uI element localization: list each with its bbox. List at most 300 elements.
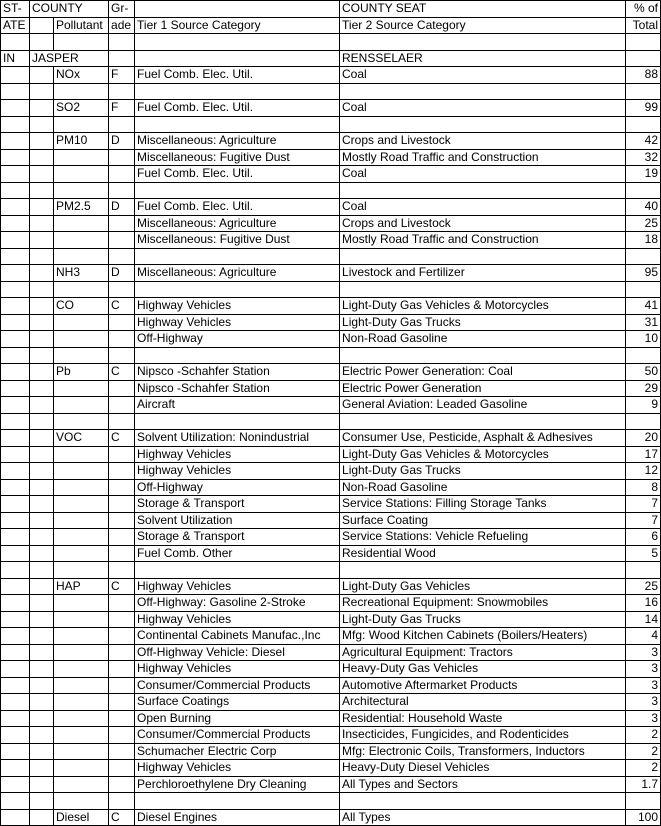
empty-cell: [340, 182, 626, 199]
empty-cell: [30, 265, 54, 282]
empty-cell: [135, 116, 340, 133]
empty-cell: [1, 463, 30, 480]
tier1-cell: Aircraft: [135, 397, 340, 414]
table-row: [1, 430, 661, 447]
pct-cell: 31: [626, 314, 661, 331]
table-row: [1, 331, 661, 348]
empty-cell: [135, 248, 340, 265]
table-row: [1, 232, 661, 249]
empty-cell: [30, 496, 54, 513]
pct-cell: 25: [626, 578, 661, 595]
empty-cell: [109, 529, 135, 546]
empty-cell: [109, 83, 135, 100]
tier1-cell: Highway Vehicles: [135, 463, 340, 480]
empty-cell: [54, 710, 109, 727]
tier2-cell: Electric Power Generation: Coal: [340, 364, 626, 381]
tier1-cell: Off-Highway Vehicle: Diesel: [135, 644, 340, 661]
empty-cell: [109, 331, 135, 348]
empty-cell: [109, 182, 135, 199]
empty-cell: [30, 793, 54, 810]
pct-cell: 19: [626, 166, 661, 183]
emissions-table-body: [1, 1, 661, 826]
grade-cell: C: [109, 298, 135, 315]
location-row: [1, 50, 661, 67]
empty-cell: [30, 562, 54, 579]
pct-cell: 20: [626, 430, 661, 447]
pct-cell: 9: [626, 397, 661, 414]
tier1-cell: Solvent Utilization: [135, 512, 340, 529]
tier2-cell: Residential Wood: [340, 545, 626, 562]
empty-cell: [340, 793, 626, 810]
spacer-row: [1, 413, 661, 430]
empty-cell: [30, 83, 54, 100]
empty-cell: [54, 562, 109, 579]
header-state-top: ST-: [1, 1, 30, 18]
tier2-cell: Automotive Aftermarket Products: [340, 677, 626, 694]
empty-cell: [30, 463, 54, 480]
pct-cell: 12: [626, 463, 661, 480]
tier1-cell: Off-Highway: [135, 331, 340, 348]
tier2-cell: Architectural: [340, 694, 626, 711]
pct-cell: 2: [626, 743, 661, 760]
empty-cell: [1, 182, 30, 199]
empty-cell: [30, 199, 54, 216]
empty-cell: [54, 397, 109, 414]
empty-cell: [54, 727, 109, 744]
empty-cell: [54, 248, 109, 265]
tier2-cell: Coal: [340, 100, 626, 117]
empty-cell: [54, 760, 109, 777]
tier2-cell: Recreational Equipment: Snowmobiles: [340, 595, 626, 612]
tier2-cell: Light-Duty Gas Trucks: [340, 314, 626, 331]
header-tier1: Tier 1 Source Category: [135, 17, 340, 34]
empty-cell: [109, 215, 135, 232]
empty-cell: [30, 776, 54, 793]
empty-cell: [1, 760, 30, 777]
empty-cell: [340, 281, 626, 298]
empty-cell: [30, 364, 54, 381]
tier1-cell: Fuel Comb. Elec. Util.: [135, 100, 340, 117]
table-row: [1, 100, 661, 117]
empty-cell: [30, 133, 54, 150]
empty-cell: [54, 463, 109, 480]
empty-cell: [30, 578, 54, 595]
tier2-cell: Crops and Livestock: [340, 133, 626, 150]
empty-cell: [109, 166, 135, 183]
empty-cell: [109, 760, 135, 777]
empty-cell: [109, 727, 135, 744]
tier1-cell: Miscellaneous: Fugitive Dust: [135, 232, 340, 249]
empty-cell: [54, 661, 109, 678]
empty-cell: [54, 776, 109, 793]
grade-cell: D: [109, 265, 135, 282]
tier1-cell: Consumer/Commercial Products: [135, 727, 340, 744]
tier1-cell: Solvent Utilization: Nonindustrial: [135, 430, 340, 447]
empty-cell: [54, 479, 109, 496]
tier2-cell: Heavy-Duty Diesel Vehicles: [340, 760, 626, 777]
empty-cell: [30, 248, 54, 265]
table-row: [1, 710, 661, 727]
tier1-cell: Schumacher Electric Corp: [135, 743, 340, 760]
spacer-row: [1, 116, 661, 133]
pct-cell: 2: [626, 760, 661, 777]
empty-cell: [54, 116, 109, 133]
pct-cell: 95: [626, 265, 661, 282]
table-row: [1, 545, 661, 562]
empty-cell: [1, 331, 30, 348]
tier1-cell: Storage & Transport: [135, 496, 340, 513]
tier2-cell: Light-Duty Gas Trucks: [340, 611, 626, 628]
tier1-cell: Highway Vehicles: [135, 314, 340, 331]
tier2-cell: Mostly Road Traffic and Construction: [340, 149, 626, 166]
empty-cell: [1, 743, 30, 760]
tier2-cell: Service Stations: Vehicle Refueling: [340, 529, 626, 546]
table-row: [1, 463, 661, 480]
pct-cell: 7: [626, 496, 661, 513]
tier2-cell: Mostly Road Traffic and Construction: [340, 232, 626, 249]
empty-cell: [1, 430, 30, 447]
empty-cell: [135, 182, 340, 199]
empty-cell: [135, 281, 340, 298]
spacer-row: [1, 793, 661, 810]
empty-cell: [109, 694, 135, 711]
empty-cell: [109, 661, 135, 678]
table-row: [1, 694, 661, 711]
header-county-seat: COUNTY SEAT: [340, 1, 626, 18]
empty-cell: [30, 281, 54, 298]
empty-cell: [54, 529, 109, 546]
pollutant-cell: Pb: [54, 364, 109, 381]
empty-cell: [30, 314, 54, 331]
empty-cell: [30, 34, 54, 51]
table-row: [1, 149, 661, 166]
empty-cell: [109, 397, 135, 414]
header-county: COUNTY: [30, 1, 109, 18]
empty-cell: [30, 809, 54, 826]
pct-cell: 14: [626, 611, 661, 628]
table-row: [1, 364, 661, 381]
empty-cell: [1, 446, 30, 463]
table-row: [1, 809, 661, 826]
empty-cell: [30, 529, 54, 546]
empty-cell: [30, 743, 54, 760]
grade-cell: C: [109, 430, 135, 447]
empty-cell: [626, 83, 661, 100]
tier1-cell: Nipsco -Schahfer Station: [135, 364, 340, 381]
empty-cell: [30, 331, 54, 348]
pct-cell: 3: [626, 644, 661, 661]
tier2-cell: Agricultural Equipment: Tractors: [340, 644, 626, 661]
empty-cell: [1, 644, 30, 661]
tier1-cell: Nipsco -Schahfer Station: [135, 380, 340, 397]
empty-cell: [1, 512, 30, 529]
pct-cell: 100: [626, 809, 661, 826]
tier1-cell: Highway Vehicles: [135, 298, 340, 315]
header-grade-bottom: ade: [109, 17, 135, 34]
tier1-cell: Highway Vehicles: [135, 446, 340, 463]
tier1-cell: Highway Vehicles: [135, 661, 340, 678]
pct-cell: 32: [626, 149, 661, 166]
empty-cell: [340, 116, 626, 133]
tier1-cell: Continental Cabinets Manufac.,Inc: [135, 628, 340, 645]
header-county-blank: [30, 17, 54, 34]
empty-cell: [54, 694, 109, 711]
tier2-cell: Mfg: Wood Kitchen Cabinets (Boilers/Heaters): [340, 628, 626, 645]
empty-cell: [54, 512, 109, 529]
empty-cell: [109, 446, 135, 463]
empty-cell: [54, 331, 109, 348]
tier2-cell: Service Stations: Filling Storage Tanks: [340, 496, 626, 513]
empty-cell: [626, 50, 661, 67]
table-row: [1, 166, 661, 183]
empty-cell: [54, 595, 109, 612]
tier2-cell: Light-Duty Gas Trucks: [340, 463, 626, 480]
empty-cell: [30, 512, 54, 529]
empty-cell: [109, 149, 135, 166]
table-row: [1, 644, 661, 661]
empty-cell: [1, 133, 30, 150]
table-row: [1, 314, 661, 331]
empty-cell: [626, 347, 661, 364]
empty-cell: [1, 694, 30, 711]
empty-cell: [626, 413, 661, 430]
tier1-cell: Highway Vehicles: [135, 578, 340, 595]
empty-cell: [30, 116, 54, 133]
pct-cell: 42: [626, 133, 661, 150]
pollutant-cell: NH3: [54, 265, 109, 282]
empty-cell: [109, 463, 135, 480]
empty-cell: [54, 628, 109, 645]
tier1-cell: Highway Vehicles: [135, 611, 340, 628]
empty-cell: [1, 265, 30, 282]
table-row: [1, 479, 661, 496]
pct-cell: 88: [626, 67, 661, 84]
empty-cell: [109, 232, 135, 249]
empty-cell: [30, 430, 54, 447]
header-row-1: [1, 1, 661, 18]
empty-cell: [109, 347, 135, 364]
empty-cell: [109, 710, 135, 727]
pct-cell: 3: [626, 710, 661, 727]
empty-cell: [30, 149, 54, 166]
empty-cell: [109, 314, 135, 331]
tier2-cell: Light-Duty Gas Vehicles: [340, 578, 626, 595]
empty-cell: [1, 562, 30, 579]
empty-cell: [30, 298, 54, 315]
empty-cell: [109, 34, 135, 51]
tier1-cell: Miscellaneous: Agriculture: [135, 133, 340, 150]
empty-cell: [109, 281, 135, 298]
pollutant-cell: HAP: [54, 578, 109, 595]
empty-cell: [54, 677, 109, 694]
empty-cell: [54, 545, 109, 562]
pct-cell: 10: [626, 331, 661, 348]
tier1-cell: Perchloroethylene Dry Cleaning: [135, 776, 340, 793]
empty-cell: [30, 545, 54, 562]
header-pct-bottom: Total: [626, 17, 661, 34]
tier1-cell: Diesel Engines: [135, 809, 340, 826]
empty-cell: [54, 166, 109, 183]
pct-cell: 7: [626, 512, 661, 529]
pollutant-cell: VOC: [54, 430, 109, 447]
table-row: [1, 215, 661, 232]
empty-cell: [109, 545, 135, 562]
empty-cell: [30, 479, 54, 496]
tier1-cell: Miscellaneous: Agriculture: [135, 215, 340, 232]
tier2-cell: Coal: [340, 166, 626, 183]
empty-cell: [135, 793, 340, 810]
empty-cell: [1, 67, 30, 84]
empty-cell: [30, 397, 54, 414]
empty-cell: [135, 347, 340, 364]
tier2-cell: Non-Road Gasoline: [340, 331, 626, 348]
empty-cell: [1, 413, 30, 430]
pct-cell: 16: [626, 595, 661, 612]
empty-cell: [1, 529, 30, 546]
pollutant-cell: PM10: [54, 133, 109, 150]
empty-cell: [30, 727, 54, 744]
pct-cell: 18: [626, 232, 661, 249]
empty-cell: [30, 595, 54, 612]
table-row: [1, 512, 661, 529]
empty-cell: [1, 364, 30, 381]
empty-cell: [30, 628, 54, 645]
tier1-cell: Off-Highway: Gasoline 2-Stroke: [135, 595, 340, 612]
pct-cell: 29: [626, 380, 661, 397]
spacer-row: [1, 562, 661, 579]
tier2-cell: Light-Duty Gas Vehicles & Motorcycles: [340, 298, 626, 315]
table-row: [1, 578, 661, 595]
header-tier2: Tier 2 Source Category: [340, 17, 626, 34]
empty-cell: [109, 512, 135, 529]
table-row: [1, 727, 661, 744]
pct-cell: 1.7: [626, 776, 661, 793]
pct-cell: 3: [626, 661, 661, 678]
table-row: [1, 677, 661, 694]
empty-cell: [54, 611, 109, 628]
empty-cell: [1, 215, 30, 232]
grade-cell: C: [109, 809, 135, 826]
pct-cell: 3: [626, 677, 661, 694]
empty-cell: [1, 545, 30, 562]
tier2-cell: General Aviation: Leaded Gasoline: [340, 397, 626, 414]
empty-cell: [626, 793, 661, 810]
grade-cell: F: [109, 67, 135, 84]
table-row: [1, 133, 661, 150]
empty-cell: [30, 232, 54, 249]
pollutant-cell: Diesel: [54, 809, 109, 826]
empty-cell: [109, 248, 135, 265]
empty-cell: [340, 248, 626, 265]
pct-cell: 17: [626, 446, 661, 463]
empty-cell: [1, 496, 30, 513]
empty-cell: [30, 380, 54, 397]
header-state-bottom: ATE: [1, 17, 30, 34]
empty-cell: [30, 644, 54, 661]
grade-cell: F: [109, 100, 135, 117]
pollutant-cell: SO2: [54, 100, 109, 117]
empty-cell: [109, 611, 135, 628]
tier1-cell: Fuel Comb. Other: [135, 545, 340, 562]
tier2-cell: Heavy-Duty Gas Vehicles: [340, 661, 626, 678]
empty-cell: [1, 397, 30, 414]
empty-cell: [109, 380, 135, 397]
empty-cell: [135, 50, 340, 67]
header-row-2: [1, 17, 661, 34]
empty-cell: [1, 776, 30, 793]
tier2-cell: Electric Power Generation: [340, 380, 626, 397]
empty-cell: [340, 83, 626, 100]
empty-cell: [626, 116, 661, 133]
tier2-cell: Non-Road Gasoline: [340, 479, 626, 496]
empty-cell: [54, 743, 109, 760]
empty-cell: [626, 34, 661, 51]
empty-cell: [109, 677, 135, 694]
tier2-cell: Light-Duty Gas Vehicles & Motorcycles: [340, 446, 626, 463]
empty-cell: [1, 793, 30, 810]
tier1-cell: Off-Highway: [135, 479, 340, 496]
empty-cell: [1, 199, 30, 216]
empty-cell: [109, 116, 135, 133]
empty-cell: [54, 215, 109, 232]
empty-cell: [1, 248, 30, 265]
pct-cell: 99: [626, 100, 661, 117]
empty-cell: [109, 628, 135, 645]
pct-cell: 5: [626, 545, 661, 562]
empty-cell: [54, 232, 109, 249]
empty-cell: [54, 446, 109, 463]
empty-cell: [54, 314, 109, 331]
grade-cell: C: [109, 364, 135, 381]
empty-cell: [30, 215, 54, 232]
tier2-cell: All Types and Sectors: [340, 776, 626, 793]
empty-cell: [54, 83, 109, 100]
spacer-row: [1, 281, 661, 298]
empty-cell: [30, 661, 54, 678]
spacer-row: [1, 182, 661, 199]
tier2-cell: All Types: [340, 809, 626, 826]
table-row: [1, 446, 661, 463]
empty-cell: [340, 413, 626, 430]
spacer-row: [1, 248, 661, 265]
empty-cell: [1, 661, 30, 678]
tier2-cell: Residential: Household Waste: [340, 710, 626, 727]
empty-cell: [1, 100, 30, 117]
empty-cell: [1, 347, 30, 364]
empty-cell: [135, 413, 340, 430]
table-row: [1, 67, 661, 84]
empty-cell: [109, 743, 135, 760]
empty-cell: [340, 562, 626, 579]
county-seat-cell: RENSSELAER: [340, 50, 626, 67]
empty-cell: [1, 611, 30, 628]
tier2-cell: Mfg: Electronic Coils, Transformers, Inductors: [340, 743, 626, 760]
empty-cell: [30, 166, 54, 183]
spacer-row: [1, 347, 661, 364]
pct-cell: 41: [626, 298, 661, 315]
empty-cell: [1, 479, 30, 496]
tier1-cell: Surface Coatings: [135, 694, 340, 711]
header-pollutant: Pollutant: [54, 17, 109, 34]
empty-cell: [109, 644, 135, 661]
pollutant-cell: PM2.5: [54, 199, 109, 216]
empty-cell: [54, 182, 109, 199]
tier1-cell: Fuel Comb. Elec. Util.: [135, 166, 340, 183]
empty-cell: [109, 562, 135, 579]
spacer-row: [1, 34, 661, 51]
tier2-cell: Consumer Use, Pesticide, Asphalt & Adhesives: [340, 430, 626, 447]
pct-cell: 40: [626, 199, 661, 216]
